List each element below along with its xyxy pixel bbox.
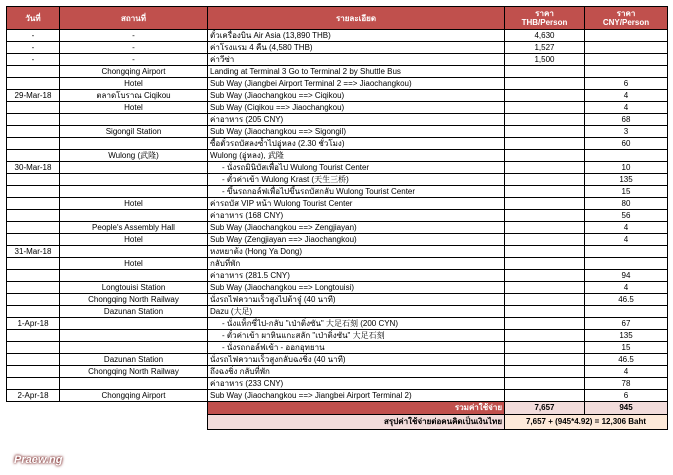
header-detail: รายละเอียด: [208, 7, 505, 30]
cell-place: [60, 378, 208, 390]
table-row: [7, 222, 668, 234]
cell-place: [60, 138, 208, 150]
cell-thb: [505, 378, 585, 390]
cell-cny: 78: [585, 378, 668, 390]
cell-thb: [505, 270, 585, 282]
cell-cny: 4: [585, 366, 668, 378]
cell-detail: - นั่งรถมินิบัสเพื่อไป Wulong Tourist Center: [208, 162, 505, 174]
expense-table: [6, 6, 668, 430]
cell-detail: Sub Way (Jiaochangkou ==> Ciqikou): [208, 90, 505, 102]
table-row: [7, 234, 668, 246]
cell-date: 2-Apr-18: [7, 390, 60, 402]
table-row: [7, 210, 668, 222]
cell-place: Chongqing Airport: [60, 390, 208, 402]
cell-detail: นั่งรถไฟความเร็วสูงไปต้าจู๋ (40 นาที): [208, 294, 505, 306]
cell-thb: [505, 354, 585, 366]
cell-place: Sigongil Station: [60, 126, 208, 138]
cell-date: [7, 258, 60, 270]
cell-cny: 6: [585, 390, 668, 402]
table-row: [7, 354, 668, 366]
cell-detail: ค่าอาหาร (281.5 CNY): [208, 270, 505, 282]
total-blank: [7, 402, 208, 415]
cell-detail: ตั๋วเครื่องบิน Air Asia (13,890 THB): [208, 30, 505, 42]
cell-thb: [505, 162, 585, 174]
cell-detail: - ขึ้นรถกอล์ฟเพื่อไปขึ้นรถบัสกลับ Wulong Tourist Center: [208, 186, 505, 198]
cell-place: Chongqing North Railway: [60, 366, 208, 378]
cell-date: [7, 222, 60, 234]
table-row: [7, 42, 668, 54]
cell-cny: 46.5: [585, 354, 668, 366]
cell-place: -: [60, 42, 208, 54]
total-thb: 7,657: [505, 402, 585, 415]
cell-place: Chongqing Airport: [60, 66, 208, 78]
cell-date: [7, 198, 60, 210]
cell-place: [60, 174, 208, 186]
summary-label: สรุปค่าใช้จ่ายต่อคนคิดเป็นเงินไทย: [208, 415, 505, 430]
cell-thb: [505, 174, 585, 186]
total-cny: 945: [585, 402, 668, 415]
cell-thb: [505, 138, 585, 150]
cell-date: [7, 306, 60, 318]
cell-detail: - ตั๋วค่าเข้า ผาหินแกะสลัก "เป่าติ่งซัน" 大足石刻: [208, 330, 505, 342]
table-row: [7, 186, 668, 198]
cell-date: 31-Mar-18: [7, 246, 60, 258]
table-row: [7, 30, 668, 42]
table-row: [7, 138, 668, 150]
cell-detail: Sub Way (Zengjiayan ==> Jiaochangkou): [208, 234, 505, 246]
total-row: [7, 402, 668, 415]
table-row: [7, 366, 668, 378]
header-place: สถานที่: [60, 7, 208, 30]
cell-place: Chongqing North Railway: [60, 294, 208, 306]
cell-date: [7, 282, 60, 294]
cell-date: [7, 102, 60, 114]
cell-detail: ค่าอาหาร (233 CNY): [208, 378, 505, 390]
cell-cny: [585, 66, 668, 78]
cell-detail: Sub Way (Jiaochangkou ==> Jiangbei Airport Terminal 2): [208, 390, 505, 402]
cell-date: [7, 78, 60, 90]
cell-place: [60, 186, 208, 198]
cell-cny: 68: [585, 114, 668, 126]
cell-cny: 15: [585, 186, 668, 198]
table-row: [7, 150, 668, 162]
table-row: [7, 318, 668, 330]
cell-detail: ค่ารถบัส VIP หน้า Wulong Tourist Center: [208, 198, 505, 210]
cell-detail: Wulong (อู่หลง), 武隆: [208, 150, 505, 162]
table-row: [7, 114, 668, 126]
table-row: [7, 66, 668, 78]
table-row: [7, 78, 668, 90]
cell-place: People's Assembly Hall: [60, 222, 208, 234]
cell-place: [60, 342, 208, 354]
cell-detail: ซื้อตั๋วรถบัสลงซ้ำไปอู่หลง (2.30 ชั่วโมง): [208, 138, 505, 150]
table-row: [7, 330, 668, 342]
cell-place: [60, 246, 208, 258]
cell-cny: 4: [585, 234, 668, 246]
table-row: [7, 258, 668, 270]
summary-value: 7,657 + (945*4.92) = 12,306 Baht: [505, 415, 668, 430]
cell-cny: [585, 150, 668, 162]
table-row: [7, 90, 668, 102]
table-row: [7, 294, 668, 306]
cell-place: [60, 270, 208, 282]
cell-date: [7, 294, 60, 306]
cell-date: [7, 210, 60, 222]
cell-cny: [585, 30, 668, 42]
cell-detail: Dazu (大足): [208, 306, 505, 318]
cell-place: -: [60, 30, 208, 42]
cell-thb: [505, 102, 585, 114]
cell-detail: ค่าวีซ่า: [208, 54, 505, 66]
cell-date: [7, 234, 60, 246]
cell-thb: [505, 390, 585, 402]
cell-thb: [505, 90, 585, 102]
cell-detail: หงหยาต้ง (Hong Ya Dong): [208, 246, 505, 258]
cell-cny: [585, 246, 668, 258]
summary-row: [7, 415, 668, 430]
watermark: Praew.ng: [14, 454, 63, 466]
cell-thb: [505, 66, 585, 78]
cell-date: 29-Mar-18: [7, 90, 60, 102]
cell-thb: [505, 294, 585, 306]
cell-place: [60, 318, 208, 330]
cell-detail: ค่าอาหาร (168 CNY): [208, 210, 505, 222]
cell-cny: 60: [585, 138, 668, 150]
cell-date: [7, 378, 60, 390]
cell-thb: 1,527: [505, 42, 585, 54]
table-row: [7, 246, 668, 258]
header-date: วันที่: [7, 7, 60, 30]
cell-thb: 4,630: [505, 30, 585, 42]
cell-cny: 80: [585, 198, 668, 210]
cell-place: Hotel: [60, 258, 208, 270]
cell-date: [7, 66, 60, 78]
cell-date: 30-Mar-18: [7, 162, 60, 174]
cell-place: Hotel: [60, 198, 208, 210]
cell-place: -: [60, 54, 208, 66]
cell-thb: [505, 150, 585, 162]
cell-detail: ถึงฉงชิ่ง กลับที่พัก: [208, 366, 505, 378]
table-body: [7, 30, 668, 402]
cell-cny: [585, 306, 668, 318]
cell-thb: [505, 210, 585, 222]
cell-thb: [505, 258, 585, 270]
table-row: [7, 174, 668, 186]
table-row: [7, 306, 668, 318]
cell-place: [60, 114, 208, 126]
cell-thb: [505, 78, 585, 90]
cell-cny: 15: [585, 342, 668, 354]
cell-cny: 4: [585, 222, 668, 234]
cell-detail: - นั่งรถกอล์ฟเข้า - ออกอุทยาน: [208, 342, 505, 354]
cell-place: Longtouisi Station: [60, 282, 208, 294]
cell-thb: [505, 114, 585, 126]
cell-thb: [505, 186, 585, 198]
cell-place: ตลาดโบราณ Ciqikou: [60, 90, 208, 102]
cell-date: [7, 126, 60, 138]
cell-date: [7, 330, 60, 342]
cell-cny: 94: [585, 270, 668, 282]
cell-cny: 4: [585, 282, 668, 294]
cell-place: Hotel: [60, 78, 208, 90]
cell-cny: 46.5: [585, 294, 668, 306]
cell-date: -: [7, 42, 60, 54]
cell-thb: [505, 306, 585, 318]
table-row: [7, 126, 668, 138]
table-row: [7, 270, 668, 282]
cell-cny: [585, 42, 668, 54]
cell-detail: Landing at Terminal 3 Go to Terminal 2 by Shuttle Bus: [208, 66, 505, 78]
cell-detail: Sub Way (Jiaochangkou ==> Zengjiayan): [208, 222, 505, 234]
cell-date: [7, 138, 60, 150]
summary-blank: [7, 415, 208, 430]
total-label: รวมค่าใช้จ่าย: [208, 402, 505, 415]
table-row: [7, 198, 668, 210]
cell-place: Dazunan Station: [60, 306, 208, 318]
cell-thb: [505, 330, 585, 342]
table-row: [7, 282, 668, 294]
cell-detail: ค่าโรงแรม 4 คืน (4,580 THB): [208, 42, 505, 54]
cell-cny: 4: [585, 90, 668, 102]
cell-date: [7, 174, 60, 186]
cell-cny: 135: [585, 330, 668, 342]
cell-thb: [505, 246, 585, 258]
table-row: [7, 162, 668, 174]
cell-detail: Sub Way (Ciqikou ==> Jiaochangkou): [208, 102, 505, 114]
cell-thb: [505, 234, 585, 246]
table-row: [7, 54, 668, 66]
table-row: [7, 378, 668, 390]
cell-detail: กลับที่พัก: [208, 258, 505, 270]
cell-cny: 67: [585, 318, 668, 330]
cell-thb: [505, 198, 585, 210]
cell-date: -: [7, 30, 60, 42]
cell-thb: [505, 366, 585, 378]
cell-cny: 56: [585, 210, 668, 222]
cell-cny: [585, 54, 668, 66]
cell-detail: Sub Way (Jiaochangkou ==> Sigongil): [208, 126, 505, 138]
cell-place: [60, 162, 208, 174]
cell-place: Dazunan Station: [60, 354, 208, 366]
cell-cny: 135: [585, 174, 668, 186]
cell-detail: นั่งรถไฟความเร็วสูงกลับฉงชิ่ง (40 นาที): [208, 354, 505, 366]
cell-date: [7, 354, 60, 366]
table-row: [7, 102, 668, 114]
cell-place: Hotel: [60, 234, 208, 246]
table-row: [7, 390, 668, 402]
cell-cny: 10: [585, 162, 668, 174]
cell-date: -: [7, 54, 60, 66]
cell-thb: [505, 222, 585, 234]
table-row: [7, 342, 668, 354]
cell-place: [60, 210, 208, 222]
cell-date: [7, 270, 60, 282]
cell-place: [60, 330, 208, 342]
header-cny: ราคา CNY/Person: [585, 7, 668, 30]
cell-date: [7, 186, 60, 198]
table-header-row: [7, 7, 668, 30]
cell-date: 1-Apr-18: [7, 318, 60, 330]
cell-cny: [585, 258, 668, 270]
cell-thb: [505, 318, 585, 330]
cell-cny: 6: [585, 78, 668, 90]
cell-thb: 1,500: [505, 54, 585, 66]
cell-date: [7, 114, 60, 126]
cell-detail: - นั่งแท็กซี่ไป-กลับ "เป่าติ่งซัน" 大足石刻 (200 CYN): [208, 318, 505, 330]
cell-detail: Sub Way (Jiangbei Airport Terminal 2 ==> Jiaochangkou): [208, 78, 505, 90]
cell-detail: ค่าอาหาร (205 CNY): [208, 114, 505, 126]
cell-date: [7, 150, 60, 162]
cell-detail: - ตั๋วค่าเข้า Wulong Krast (天生三桥): [208, 174, 505, 186]
cell-date: [7, 342, 60, 354]
cell-place: Wulong (武隆): [60, 150, 208, 162]
cell-thb: [505, 342, 585, 354]
cell-thb: [505, 126, 585, 138]
cell-place: Hotel: [60, 102, 208, 114]
cell-detail: Sub Way (Jiaochangkou ==> Longtouisi): [208, 282, 505, 294]
header-thb: ราคา THB/Person: [505, 7, 585, 30]
cell-thb: [505, 282, 585, 294]
cell-cny: 3: [585, 126, 668, 138]
cell-date: [7, 366, 60, 378]
cell-cny: 4: [585, 102, 668, 114]
